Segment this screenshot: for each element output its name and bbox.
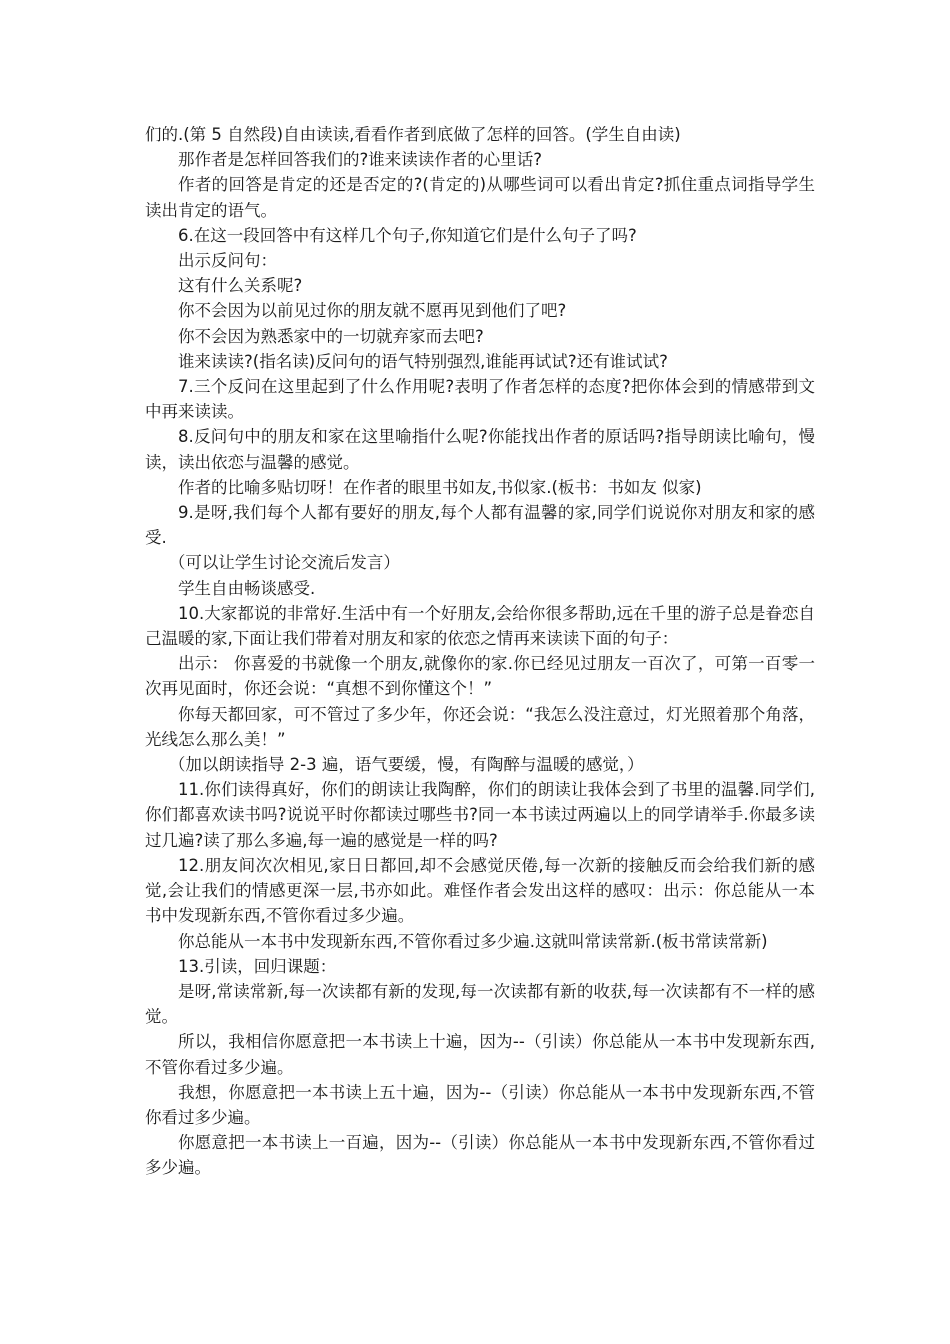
- paragraph-4: 6.在这一段回答中有这样几个句子,你知道它们是什么句子了吗?: [178, 225, 637, 245]
- paragraph-5: 出示反问句：: [178, 251, 277, 271]
- paragraph-14: （可以让学生讨论交流后发言）: [168, 553, 400, 573]
- paragraph-11: 8.反问句中的朋友和家在这里喻指什么呢?你能找出作者的原话吗?指导朗读比喻句，慢读，读出依恋与温馨的感觉。: [145, 427, 815, 472]
- paragraph-7: 你不会因为以前见过你的朋友就不愿再见到他们了吧?: [178, 301, 567, 321]
- paragraph-20: 11.你们读得真好，你们的朗读让我陶醉，你们的朗读让我体会到了书里的温馨.同学们,你们都喜欢读书吗?说说平时你都读过哪些书?同一本书读过两遍以上的同学请举手.你最多读过几遍?读了那么多遍,每一遍的感觉是一样的吗?: [145, 780, 815, 850]
- paragraph-24: 是呀,常读常新,每一次读都有新的发现,每一次读都有新的收获,每一次读都有不一样的感觉。: [145, 981, 815, 1027]
- paragraph-2: 那作者是怎样回答我们的?谁来读读作者的心里话?: [178, 150, 543, 170]
- paragraph-19: （加以朗读指导 2-3 遍，语气要缓，慢，有陶醉与温暖的感觉，）: [168, 755, 644, 775]
- paragraph-18: 你每天都回家，可不管过了多少年，你还会说：“我怎么没注意过，灯光照着那个角落，光线怎么那么美！”: [145, 704, 815, 749]
- paragraph-16: 10.大家都说的非常好.生活中有一个好朋友,会给你很多帮助,远在千里的游子总是眷恋自己温暖的家,下面让我们带着对朋友和家的依恋之情再来读读下面的句子：: [145, 603, 815, 649]
- paragraph-15: 学生自由畅谈感受.: [178, 578, 316, 598]
- paragraph-9: 谁来读读?(指名读)反问句的语气特别强烈,谁能再试试?还有谁试试?: [178, 351, 668, 371]
- paragraph-22: 你总能从一本书中发现新东西,不管你看过多少遍.这就叫常读常新.(板书常读常新): [178, 931, 768, 951]
- paragraph-10: 7.三个反问在这里起到了什么作用呢?表明了作者怎样的态度?把你体会到的情感带到文中再来读读。: [145, 377, 815, 422]
- paragraph-25: 所以，我相信你愿意把一本书读上十遍，因为--（引读）你总能从一本书中发现新东西,不管你看过多少遍。: [145, 1032, 815, 1077]
- document-body: [145, 122, 815, 1181]
- paragraph-21: 12.朋友间次次相见,家日日都回,却不会感觉厌倦,每一次新的接触反而会给我们新的感觉,会让我们的情感更深一层,书亦如此。难怪作者会发出这样的感叹：出示：你总能从一本书中发现新东西,不管你看过多少遍。: [145, 855, 815, 926]
- paragraph-1: 们的.(第 5 自然段)自由读读,看看作者到底做了怎样的回答。(学生自由读): [145, 125, 681, 144]
- paragraph-6: 这有什么关系呢?: [178, 276, 303, 296]
- paragraph-13: 9.是呀,我们每个人都有要好的朋友,每个人都有温馨的家,同学们说说你对朋友和家的感受.: [145, 503, 815, 548]
- paragraph-23: 13.引读，回归课题：: [178, 956, 337, 976]
- paragraph-26: 我想，你愿意把一本书读上五十遍，因为--（引读）你总能从一本书中发现新东西,不管你看过多少遍。: [145, 1082, 815, 1127]
- paragraph-8: 你不会因为熟悉家中的一切就弃家而去吧?: [178, 326, 484, 346]
- paragraph-17: 出示： 你喜爱的书就像一个朋友,就像你的家.你已经见过朋友一百次了，可第一百零一次再见面时，你还会说：“真想不到你懂这个！”: [145, 654, 815, 699]
- paragraph-3: 作者的回答是肯定的还是否定的?(肯定的)从哪些词可以看出肯定?抓住重点词指导学生读出肯定的语气。: [145, 175, 815, 220]
- paragraph-12: 作者的比喻多贴切呀！在作者的眼里书如友,书似家.(板书：书如友 似家): [178, 477, 702, 497]
- paragraph-27: 你愿意把一本书读上一百遍，因为--（引读）你总能从一本书中发现新东西,不管你看过多少遍。: [145, 1133, 815, 1178]
